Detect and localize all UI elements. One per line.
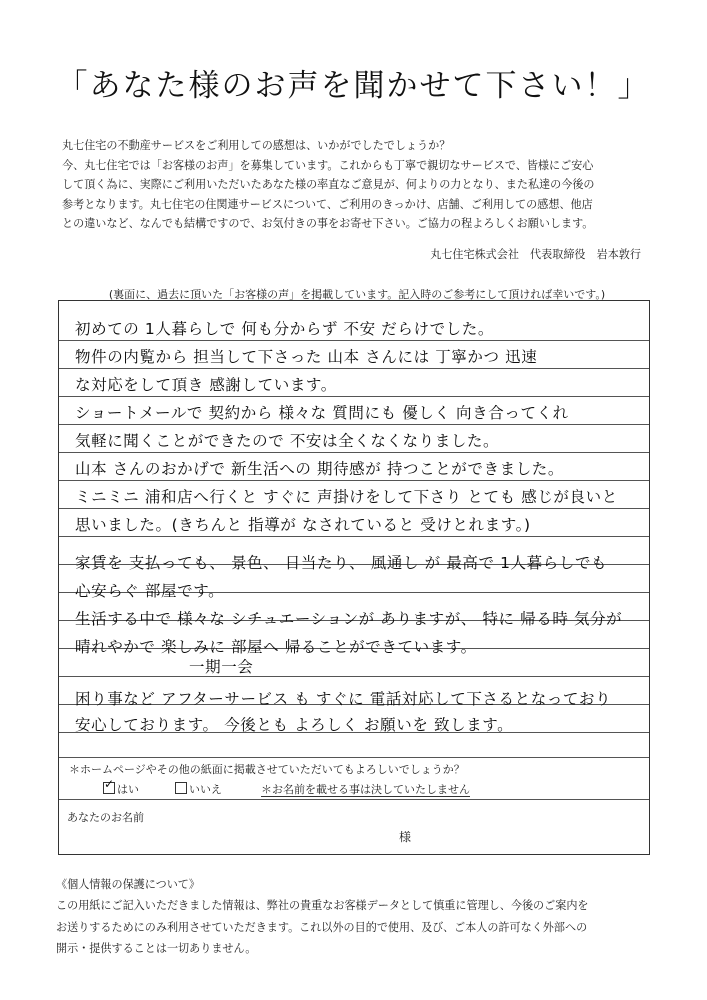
- ruled-line: [59, 452, 649, 453]
- handwritten-line: ミニミニ 浦和店へ行くと すぐに 声掛けをして下さり とても 感じが良いと: [75, 488, 618, 506]
- handwritten-line: 山本 さんのおかげで 新生活への 期待感が 持つことができました。: [75, 460, 565, 478]
- handwritten-line: 気軽に聞くことができたので 不安は全くなくなりました。: [75, 432, 500, 450]
- reference-note: (裏面に、過去に頂いた「お客様の声」を掲載しています。記入時のご参考にして頂ければ幸いです。): [108, 288, 606, 301]
- consent-section: [59, 759, 649, 799]
- ruled-line: [59, 424, 649, 425]
- ruled-line: [59, 368, 649, 369]
- intro-line: 今、丸七住宅では「お客様のお声」を募集しています。これからも丁寧で親切なサービスで、皆様にご安心: [62, 158, 594, 172]
- handwritten-line: 生活する中で 様々な シチュエーションが ありますが、 特に 帰る時 気分が: [75, 610, 623, 628]
- name-suffix: 様: [399, 830, 412, 844]
- ruled-line: [59, 757, 649, 758]
- name-privacy-note-text: ＊お名前を載せる事は決していたしません: [261, 783, 470, 796]
- ruled-line: [59, 396, 649, 397]
- privacy-section: [56, 874, 656, 959]
- consent-question: ＊ホームページやその他の紙面に掲載させていただいてもよろしいでしょうか？: [69, 763, 465, 776]
- page-title: 「あなた様のお声を聞かせて下さい！」: [56, 68, 651, 104]
- handwritten-line: ショートメールで 契約から 様々な 質問にも 優しく 向き合ってくれ: [75, 404, 569, 422]
- handwritten-line: 心安らぐ 部屋です。: [75, 582, 225, 600]
- handwritten-line: 思いました。(きちんと 指導が なされていると 受けとれます。): [75, 516, 531, 534]
- handwritten-line: 一期一会: [189, 658, 254, 676]
- name-field-label: あなたのお名前: [67, 811, 144, 824]
- ruled-line: [59, 536, 649, 537]
- handwritten-line: 物件の内覧から 担当して下さった 山本 さんには 丁寧かつ 迅速: [75, 348, 538, 366]
- handwritten-line: 初めての 1人暮らしで 何も分からず 不安 だらけでした。: [75, 320, 494, 338]
- checkmark-icon: ✓: [104, 777, 115, 791]
- no-label: いいえ: [189, 783, 222, 796]
- privacy-line: 開示・提供することは一切ありません。: [56, 941, 257, 955]
- consent-yes-option[interactable]: [103, 777, 139, 797]
- privacy-heading: 《個人情報の保護について》: [56, 878, 200, 891]
- ruled-line: [59, 340, 649, 341]
- ruled-line: [59, 508, 649, 509]
- no-checkbox[interactable]: [175, 782, 187, 794]
- consent-no-option[interactable]: [175, 781, 222, 797]
- yes-checkbox[interactable]: [103, 777, 115, 794]
- handwritten-line: な対応をして頂き 感謝しています。: [75, 376, 337, 394]
- handwritten-line: 家賃を 支払っても、 景色、 日当たり、 風通し が 最高で 1人暮らしでも: [75, 554, 608, 572]
- name-privacy-note: [261, 781, 470, 797]
- handwritten-line: 困り事など アフターサービス も すぐに 電話対応して下さるとなっており: [75, 690, 612, 708]
- privacy-line: この用紙にご記入いただきました情報は、弊社の貴重なお客様データとして慎重に管理し、今後のご案内を: [56, 899, 589, 913]
- company-signature: 丸七住宅株式会社 代表取締役 岩本敦行: [430, 248, 641, 261]
- ruled-line: [59, 676, 649, 677]
- comment-form-box: [58, 300, 650, 855]
- intro-text: [62, 136, 652, 234]
- ruled-line: [59, 799, 649, 800]
- intro-line: 丸七住宅の不動産サービスをご利用しての感想は、いかがでしたでしょうか？: [62, 139, 451, 152]
- intro-line: 参考となります。丸七住宅の住関連サービスについて、ご利用のきっかけ、店舗、ご利用しての感想、他店: [62, 197, 593, 211]
- intro-line: との違いなど、なんでも結構ですので、お気付きの事をお寄せ下さい。ご協力の程よろしくお願いします。: [62, 217, 594, 231]
- ruled-line: [59, 480, 649, 481]
- privacy-line: お送りするためにのみ利用させていただきます。これ以外の目的で使用、及び、ご本人の許可なく外部への: [56, 920, 588, 934]
- handwritten-line: 安心しております。 今後とも よろしく お願いを 致します。: [75, 716, 514, 734]
- handwritten-line: 晴れやかで 楽しみに 部屋へ 帰ることができています。: [75, 638, 477, 656]
- intro-line: して頂く為に、実際にご利用いただいたあなた様の率直なご意見が、何よりの力となり、また私達の今後の: [62, 178, 595, 192]
- yes-label: はい: [117, 783, 139, 796]
